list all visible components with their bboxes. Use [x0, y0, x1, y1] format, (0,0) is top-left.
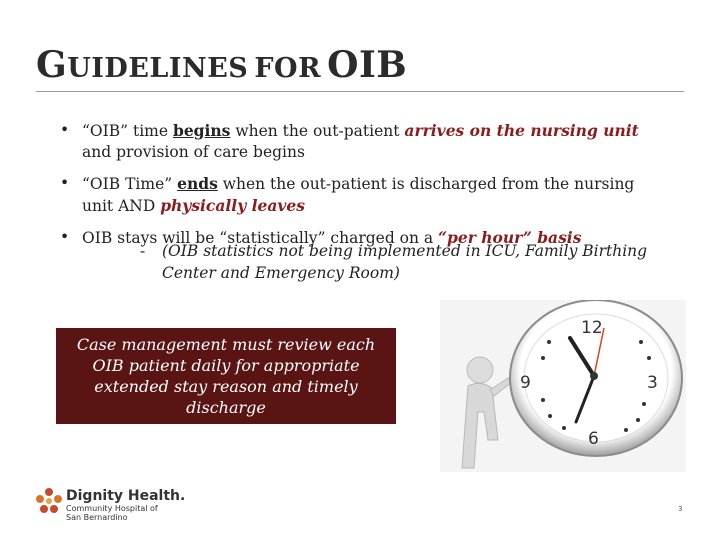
sub-bullet: - (OIB statistics not being implemented in ICU, Family Birthing Center and Emergency Room)	[140, 242, 648, 282]
footer-brand: Dignity Health. Community Hospital of San Bernardino	[66, 488, 186, 522]
leaning-figure	[462, 383, 498, 468]
page-number: 3	[678, 505, 683, 513]
figure-head	[467, 357, 493, 383]
callout-box	[56, 328, 396, 424]
bullet-item: • OIB stays will be “statistically” charged on a “per hour” basis	[60, 228, 582, 247]
clock-numeral-12: 12	[581, 318, 603, 338]
callout-text: Case management must review each OIB patient daily for appropriate extended stay reason and timely discharge	[76, 335, 376, 417]
clock-numeral-3: 3	[647, 373, 658, 393]
title-divider	[36, 91, 684, 92]
clock-numeral-9: 9	[520, 373, 531, 393]
clock-icon	[440, 300, 686, 472]
bullet-list	[60, 120, 640, 259]
clock-numeral-6: 6	[588, 429, 599, 449]
clock-illustration	[440, 300, 686, 472]
bullet-item: • “OIB Time” ends when the out-patient is discharged from the nursing unit AND physically leaves	[60, 174, 635, 215]
bullet-item: • “OIB” time begins when the out-patient arrives on the nursing unit and provision of care begins	[60, 121, 639, 161]
dignity-logo-icon	[34, 486, 64, 520]
slide-title: GUIDELINES FOR OIB	[36, 44, 408, 86]
